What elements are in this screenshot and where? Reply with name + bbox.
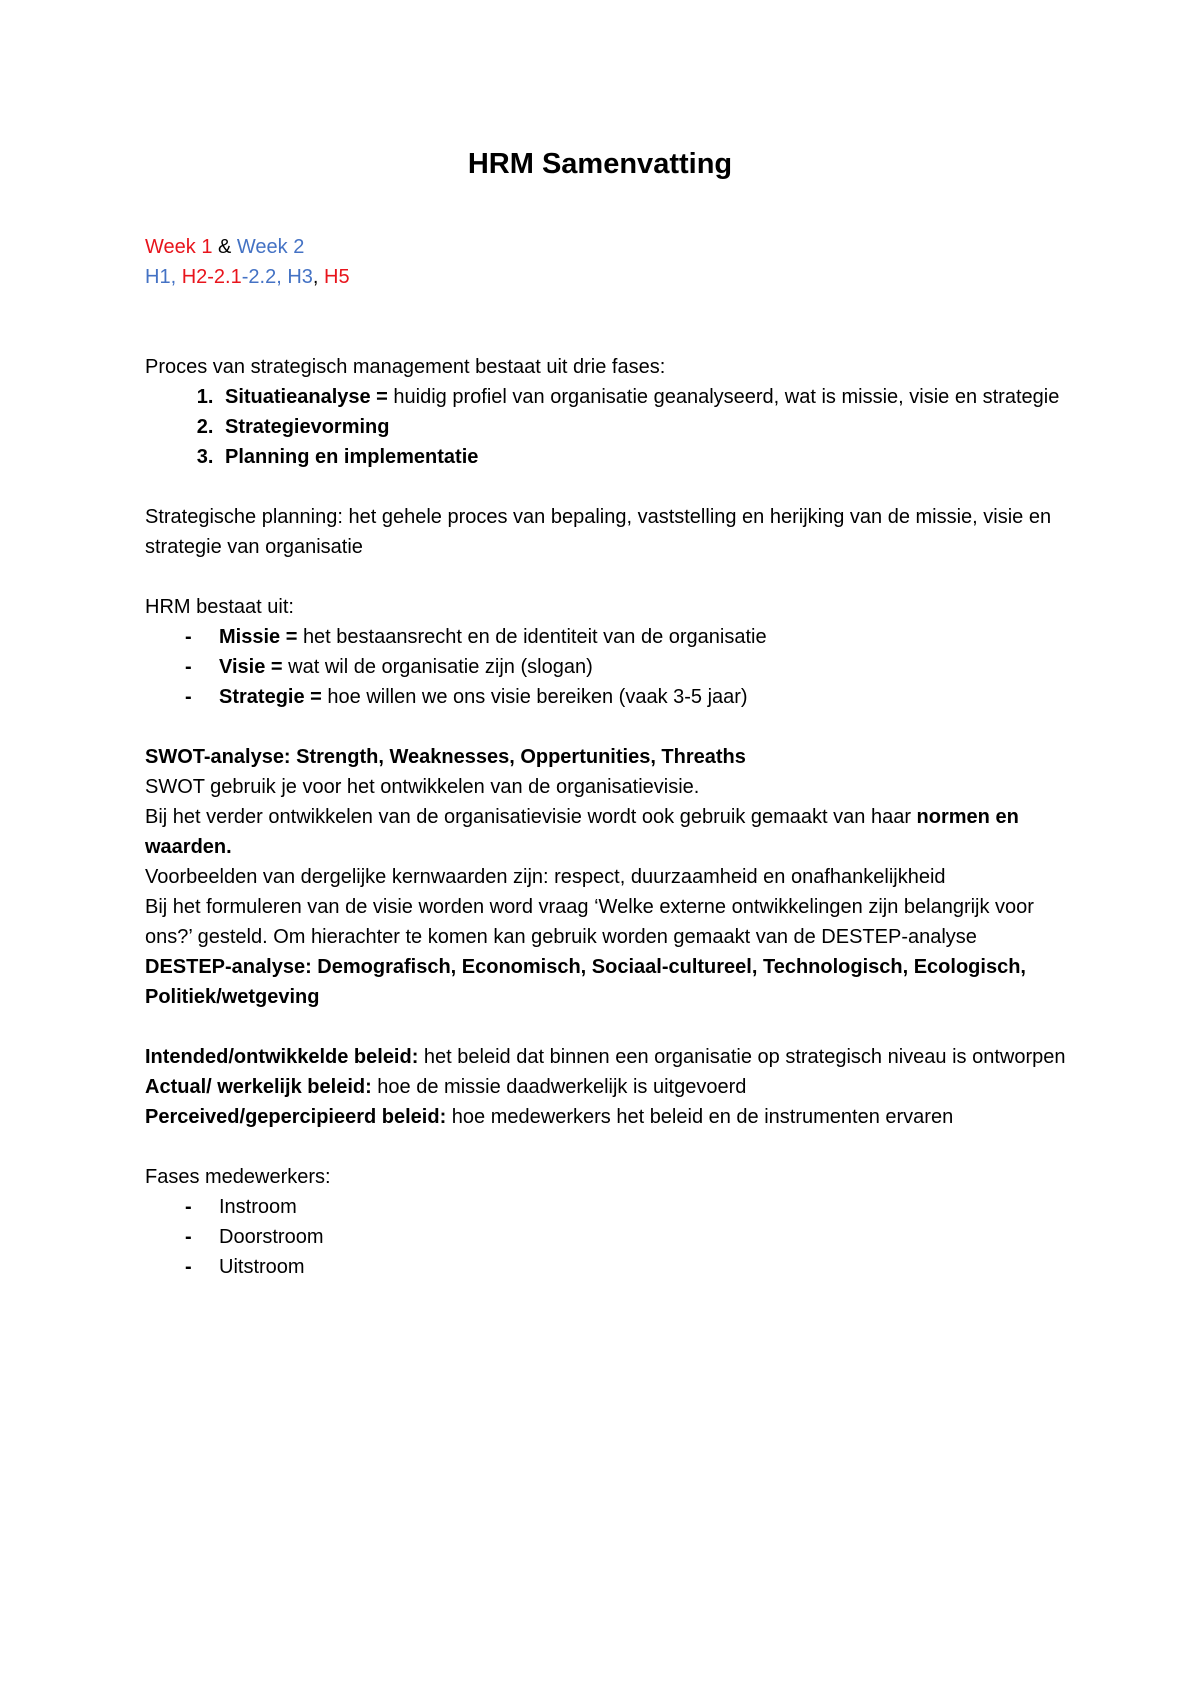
swot-line bbox=[145, 802, 1075, 862]
beleid-description: hoe medewerkers het beleid en de instrumenten ervaren bbox=[446, 1106, 954, 1128]
list-item bbox=[145, 652, 1075, 682]
strategische-planning-paragraph: Strategische planning: het gehele proces van bepaling, vaststelling en herijking van de missie, visie en strategie van organisatie bbox=[145, 506, 1052, 558]
weeks-line bbox=[145, 232, 1075, 262]
fases-list bbox=[145, 1192, 1075, 1282]
swot-line: SWOT gebruik je voor het ontwikkelen van de organisatievisie. bbox=[145, 776, 700, 798]
page-title: HRM Samenvatting bbox=[467, 148, 733, 180]
item-text: Uitstroom bbox=[219, 1256, 305, 1278]
week1-label: Week 1 bbox=[145, 236, 213, 258]
swot-line: Voorbeelden van dergelijke kernwaarden zijn: respect, duurzaamheid en onafhankelijkheid bbox=[145, 866, 946, 888]
list-item bbox=[219, 412, 1075, 442]
hrm-list bbox=[145, 622, 1075, 712]
destep-line bbox=[145, 952, 1075, 1012]
chapter-h2a: H2-2.1 bbox=[181, 266, 242, 288]
week-separator: & bbox=[212, 236, 237, 258]
step-term: Planning en implementatie bbox=[225, 446, 479, 468]
item-term: Strategie = bbox=[219, 686, 328, 708]
list-item bbox=[145, 1252, 1075, 1282]
list-item bbox=[219, 382, 1075, 412]
document-body bbox=[145, 232, 1075, 1282]
swot-heading bbox=[145, 742, 1075, 772]
list-item bbox=[145, 1222, 1075, 1252]
chapter-sep: , bbox=[312, 266, 325, 288]
item-text: Doorstroom bbox=[219, 1226, 324, 1248]
beleid-term: Perceived/gepercipieerd beleid: bbox=[145, 1106, 447, 1128]
dash-bullet: - bbox=[185, 686, 192, 708]
item-description: het bestaansrecht en de identiteit van de organisatie bbox=[302, 626, 767, 648]
chapter-sep: , bbox=[170, 266, 182, 288]
dash-bullet: - bbox=[185, 1226, 192, 1248]
item-term: Visie = bbox=[219, 656, 289, 678]
dash-bullet: - bbox=[185, 626, 192, 648]
beleid-description: hoe de missie daadwerkelijk is uitgevoerd bbox=[371, 1076, 747, 1098]
destep-text: DESTEP-analyse: Demografisch, Economisch, Sociaal-cultureel, Technologisch, Ecologisch, Politiek/wetgeving bbox=[145, 956, 1026, 1008]
chapter-h1: H1 bbox=[145, 266, 171, 288]
item-term: Missie = bbox=[219, 626, 303, 648]
week2-label: Week 2 bbox=[236, 236, 305, 258]
swot-line: Bij het formuleren van de visie worden word vraag ‘Welke externe ontwikkelingen zijn belangrijk voor ons?’ gesteld. Om hierachter te komen kan gebruik worden gemaakt van de DESTEP-analyse bbox=[145, 896, 1034, 948]
chapters-line bbox=[145, 262, 1075, 292]
list-item bbox=[145, 682, 1075, 712]
fases-intro: Fases medewerkers: bbox=[145, 1166, 331, 1188]
proces-steps-list bbox=[145, 382, 1075, 472]
beleid-term: Intended/ontwikkelde beleid: bbox=[145, 1046, 419, 1068]
proces-intro: Proces van strategisch management bestaat uit drie fases: bbox=[145, 356, 666, 378]
beleid-line bbox=[145, 1042, 1075, 1072]
beleid-line bbox=[145, 1072, 1075, 1102]
item-description: hoe willen we ons visie bereiken (vaak 3-5 jaar) bbox=[327, 686, 748, 708]
swot-line-bold: normen en waarden. bbox=[145, 806, 1019, 858]
step-term: Strategievorming bbox=[225, 416, 390, 438]
beleid-term: Actual/ werkelijk beleid: bbox=[145, 1076, 372, 1098]
dash-bullet: - bbox=[185, 1196, 192, 1218]
chapter-h2b: -2.2 bbox=[241, 266, 277, 288]
chapter-h5: H5 bbox=[324, 266, 350, 288]
list-item bbox=[219, 442, 1075, 472]
beleid-line bbox=[145, 1102, 1075, 1132]
dash-bullet: - bbox=[185, 1256, 192, 1278]
swot-line-text: Bij het verder ontwikkelen van de organisatievisie wordt ook gebruik gemaakt van haar bbox=[145, 806, 917, 828]
hrm-intro: HRM bestaat uit: bbox=[145, 596, 294, 618]
swot-heading-text: SWOT-analyse: Strength, Weaknesses, Oppertunities, Threaths bbox=[145, 746, 746, 768]
beleid-description: het beleid dat binnen een organisatie op strategisch niveau is ontworpen bbox=[418, 1046, 1066, 1068]
step-description: huidig profiel van organisatie geanalyseerd, wat is missie, visie en strategie bbox=[393, 386, 1060, 408]
chapter-sep: , bbox=[276, 266, 288, 288]
item-text: Instroom bbox=[219, 1196, 297, 1218]
list-item bbox=[145, 1192, 1075, 1222]
list-item bbox=[145, 622, 1075, 652]
chapter-h3: H3 bbox=[287, 266, 313, 288]
dash-bullet: - bbox=[185, 656, 192, 678]
step-term: Situatieanalyse = bbox=[225, 386, 394, 408]
item-description: wat wil de organisatie zijn (slogan) bbox=[288, 656, 593, 678]
